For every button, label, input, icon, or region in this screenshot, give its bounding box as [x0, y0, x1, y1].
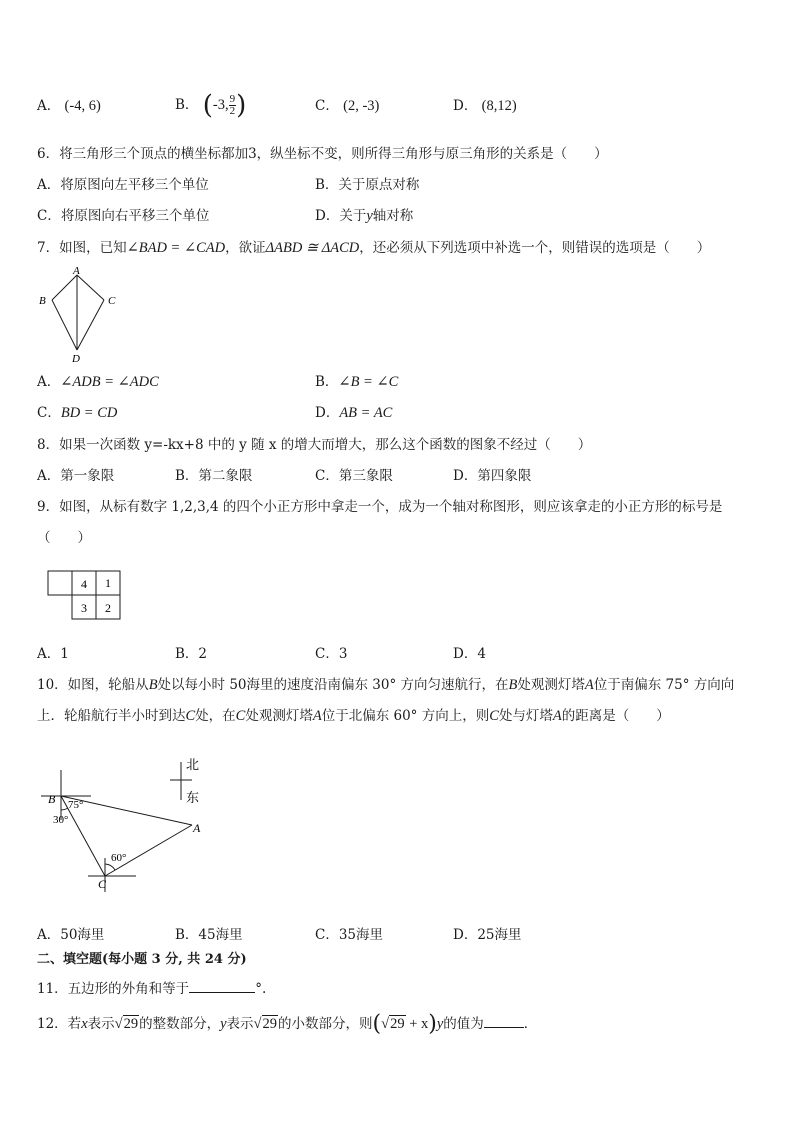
q7-option-b: B．∠B = ∠C [315, 374, 399, 390]
q5-c-value: (2, -3) [343, 98, 380, 114]
q10-angle-arc-b [61, 808, 68, 810]
q9-num-4: 4 [81, 577, 87, 591]
q6-option-c: C．将原图向右平移三个单位 [37, 208, 210, 224]
q10-angle-30: 30° [53, 814, 69, 826]
q7-stem: 7．如图，已知∠BAD = ∠CAD，欲证ΔABD ≅ ΔACD，还必须从下列选项中补选一个，则错误的选项是（ ） [37, 240, 711, 256]
q5-option-c [315, 96, 379, 116]
q5-d-value: (8,12) [481, 98, 517, 114]
q10-east-label: 东 [186, 790, 200, 805]
q10-option-c: C．35海里 [315, 927, 384, 943]
q9-option-d: D．4 [453, 646, 486, 662]
q6-option-a: A．将原图向左平移三个单位 [37, 177, 209, 193]
q10-option-b: B．45海里 [175, 927, 243, 943]
q7-label-a: A [73, 265, 80, 277]
q10-stem-line1: 10．如图，轮船从B处以每小时 50海里的速度沿南偏东 30° 方向匀速航行，在B处观测灯塔A位于南偏东 75° 方向向 [37, 677, 735, 693]
q12-stem: 12．若x表示√29的整数部分，y表示√29的小数部分，则(√29 + x)y的值为 ． [37, 1011, 538, 1037]
q6-option-b: B．关于原点对称 [315, 177, 420, 193]
q10-point-c: C [98, 877, 107, 891]
q7-option-d: D．AB = AC [315, 405, 393, 421]
q10-north-label: 北 [186, 757, 200, 772]
q9-grid-figure [46, 568, 126, 624]
q5-b-label: B． [175, 96, 199, 113]
q7-line-ab [52, 275, 77, 300]
q7-line-ac [77, 275, 104, 300]
q5-c-label: C． [315, 98, 339, 114]
q9-square-left [48, 571, 72, 595]
q9-stem: 9．如图，从标有数字 1,2,3,4 的四个小正方形中拿走一个，成为一个轴对称图形，则应该拿走的小正方形的标号是 [37, 499, 723, 515]
q10-angle-60: 60° [111, 852, 127, 864]
q5-option-b [175, 90, 247, 121]
q5-a-label: A． [37, 98, 61, 114]
q8-stem: 8．如果一次函数 y=-kx+8 中的 y 随 x 的增大而增大，那么这个函数的图象不经过（ ） [37, 437, 592, 453]
q8-option-c: C．第三象限 [315, 468, 393, 484]
q12-answer-blank[interactable] [484, 1013, 524, 1028]
q5-option-d [453, 96, 517, 116]
q6-stem: 6．将三角形三个顶点的横坐标都加3，纵坐标不变，则所得三角形与原三角形的关系是（ ） [37, 146, 608, 162]
q5-option-a [37, 96, 101, 116]
q7-option-c: C．BD = CD [37, 405, 118, 421]
q9-option-a: A．1 [37, 646, 69, 662]
q10-option-a: A．50海里 [37, 927, 105, 943]
q7-label-b: B [39, 295, 46, 307]
q7-label-c: C [108, 295, 116, 307]
q11-answer-blank[interactable] [189, 978, 255, 993]
q10-line-ca [105, 825, 192, 876]
q11-stem: 11．五边形的外角和等于 °. [37, 978, 266, 999]
q6-option-d: D．关于y轴对称 [315, 208, 414, 224]
q7-label-d: D [72, 353, 80, 364]
q5-b-value: (-3, $\frac{9}{2}$ ) [202, 90, 247, 121]
q9-option-b: B．2 [175, 646, 208, 662]
q10-option-d: D．25海里 [453, 927, 522, 943]
q8-option-a: A．第一象限 [37, 468, 115, 484]
q10-angle-arc-c [105, 864, 115, 870]
q7-kite-figure [36, 264, 126, 364]
q10-navigation-figure [36, 750, 216, 900]
q7-option-a: A．∠ADB = ∠ADC [37, 374, 159, 390]
q9-num-3: 3 [81, 601, 87, 615]
q9-num-1: 1 [105, 576, 111, 590]
q10-point-a: A [193, 821, 201, 835]
q8-option-d: D．第四象限 [453, 468, 532, 484]
q10-stem-line2: 上．轮船航行半小时到达C处，在C处观测灯塔A位于北偏东 60° 方向上，则C处与灯塔A的距离是（ ） [37, 708, 670, 724]
q5-d-label: D． [453, 98, 478, 114]
q5-a-value: (-4, 6) [64, 98, 101, 114]
q9-num-2: 2 [105, 601, 111, 615]
q8-option-b: B．第二象限 [175, 468, 253, 484]
q10-angle-75: 75° [68, 799, 84, 811]
section-2-title: 二、填空题(每小题 3 分, 共 24 分) [37, 952, 247, 967]
q9-answer-paren: （ ） [37, 530, 91, 546]
q10-point-b: B [48, 792, 56, 806]
q7-line-bd [52, 300, 77, 350]
q7-line-cd [77, 300, 104, 350]
q9-option-c: C．3 [315, 646, 348, 662]
